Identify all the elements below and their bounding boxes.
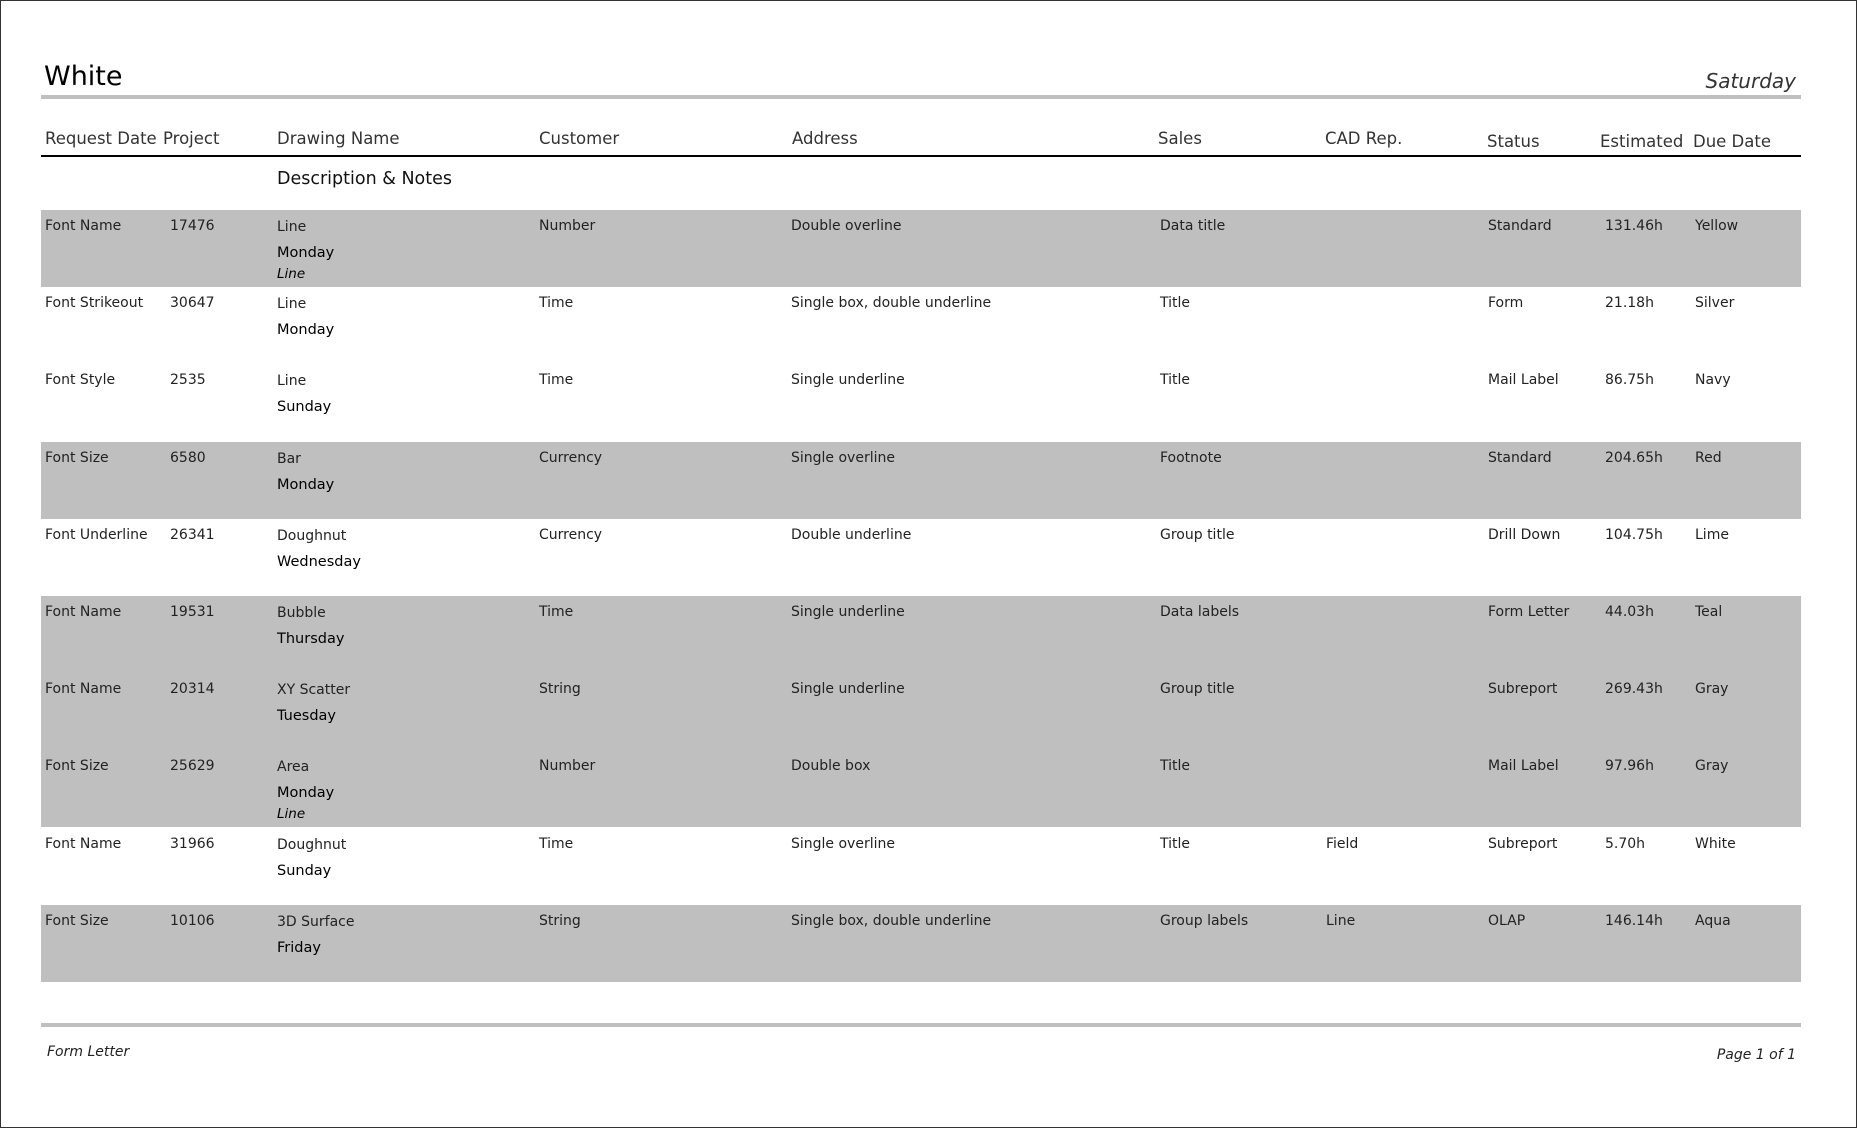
cell-request-date: Font Name <box>45 604 122 620</box>
cell-sales: Title <box>1160 372 1191 389</box>
cell-cad-rep: Line <box>1326 912 1356 929</box>
cell-cad-rep: Field <box>1326 835 1359 852</box>
footer-divider <box>41 1023 1801 1027</box>
report-day: Saturday <box>1705 69 1796 93</box>
table-row <box>41 442 1801 519</box>
cell-drawing: Bar <box>277 450 301 467</box>
column-header-status: Status <box>1487 132 1540 151</box>
cell-drawing: Line <box>277 373 307 390</box>
cell-project: 10106 <box>170 912 215 929</box>
cell-request-date: Font Size <box>45 449 109 466</box>
cell-estimated: 97.96h <box>1605 758 1654 775</box>
cell-project: 2535 <box>170 372 206 389</box>
cell-project: 26341 <box>170 526 215 543</box>
page-number: Page 1 of 1 <box>1716 1047 1796 1063</box>
cell-customer: Currency <box>539 526 603 543</box>
cell-weekday: Monday <box>277 785 335 802</box>
cell-status: Form <box>1488 295 1524 312</box>
cell-request-date: Font Size <box>45 912 109 929</box>
cell-weekday: Monday <box>277 476 335 493</box>
cell-address: Single underline <box>791 604 905 620</box>
cell-status: Drill Down <box>1488 526 1561 543</box>
table-row <box>41 828 1801 905</box>
cell-project: 30647 <box>170 295 215 312</box>
cell-status: OLAP <box>1488 912 1526 929</box>
footer-left: Form Letter <box>47 1044 130 1060</box>
cell-due: White <box>1695 835 1736 852</box>
table-row <box>41 210 1801 287</box>
table-row <box>41 905 1801 982</box>
cell-due: Gray <box>1695 681 1729 698</box>
description-notes-header: Description & Notes <box>277 169 452 189</box>
cell-drawing: Area <box>277 759 310 776</box>
cell-drawing: 3D Surface <box>277 913 355 930</box>
cell-customer: Number <box>539 758 596 775</box>
cell-estimated: 86.75h <box>1605 372 1654 389</box>
cell-estimated: 146.14h <box>1605 912 1663 929</box>
cell-sales: Group title <box>1160 681 1235 698</box>
cell-project: 6580 <box>170 449 206 466</box>
cell-due: Lime <box>1695 526 1729 543</box>
cell-estimated: 5.70h <box>1605 835 1646 852</box>
cell-request-date: Font Underline <box>45 526 148 543</box>
cell-due: Navy <box>1695 372 1731 389</box>
table-row <box>41 364 1801 441</box>
report-title: White <box>44 61 123 92</box>
cell-weekday: Monday <box>277 322 335 339</box>
cell-sales: Title <box>1160 835 1191 852</box>
cell-due: Yellow <box>1695 218 1739 234</box>
cell-drawing: Doughnut <box>277 836 347 853</box>
cell-status: Standard <box>1488 218 1552 234</box>
cell-estimated: 104.75h <box>1605 526 1663 543</box>
cell-request-date: Font Name <box>45 218 122 234</box>
cell-request-date: Font Strikeout <box>45 295 144 312</box>
column-header-address: Address <box>792 129 858 148</box>
table-row <box>41 287 1801 364</box>
cell-weekday: Tuesday <box>277 708 336 725</box>
cell-weekday: Friday <box>277 939 321 956</box>
cell-project: 17476 <box>170 218 215 234</box>
header-divider <box>41 155 1801 157</box>
cell-sales: Data labels <box>1160 604 1240 620</box>
cell-address: Single underline <box>791 681 905 698</box>
cell-request-date: Font Name <box>45 835 122 852</box>
column-header-request-date: Request Date <box>45 129 157 148</box>
column-header-sales: Sales <box>1158 129 1202 148</box>
cell-sales: Footnote <box>1160 449 1222 466</box>
cell-address: Single underline <box>791 372 905 389</box>
cell-note: Line <box>277 266 306 282</box>
cell-estimated: 269.43h <box>1605 681 1663 698</box>
column-header-due-date: Due Date <box>1693 132 1771 151</box>
cell-status: Standard <box>1488 449 1552 466</box>
cell-weekday: Sunday <box>277 399 332 416</box>
table-row <box>41 750 1801 827</box>
cell-customer: String <box>539 912 581 929</box>
cell-drawing: Line <box>277 296 307 313</box>
cell-due: Teal <box>1695 604 1723 620</box>
cell-status: Mail Label <box>1488 758 1559 775</box>
cell-drawing: Bubble <box>277 605 326 621</box>
cell-due: Aqua <box>1695 912 1731 929</box>
cell-customer: Number <box>539 218 596 234</box>
cell-weekday: Wednesday <box>277 553 361 570</box>
column-header-estimated: Estimated <box>1600 132 1684 151</box>
cell-estimated: 131.46h <box>1605 218 1663 234</box>
cell-address: Double box <box>791 758 871 775</box>
cell-address: Double underline <box>791 526 912 543</box>
cell-project: 19531 <box>170 604 215 620</box>
cell-weekday: Monday <box>277 245 335 261</box>
cell-due: Silver <box>1695 295 1735 312</box>
cell-project: 25629 <box>170 758 215 775</box>
cell-customer: String <box>539 681 581 698</box>
cell-estimated: 21.18h <box>1605 295 1654 312</box>
cell-estimated: 204.65h <box>1605 449 1663 466</box>
cell-request-date: Font Name <box>45 681 122 698</box>
cell-due: Red <box>1695 449 1722 466</box>
cell-drawing: Doughnut <box>277 527 347 544</box>
cell-customer: Time <box>539 295 574 312</box>
table-row <box>41 519 1801 596</box>
column-header-project: Project <box>163 129 220 148</box>
cell-address: Single box, double underline <box>791 295 992 312</box>
column-header-customer: Customer <box>539 129 620 148</box>
cell-status: Subreport <box>1488 835 1558 852</box>
cell-address: Single overline <box>791 449 895 466</box>
cell-sales: Title <box>1160 295 1191 312</box>
cell-sales: Group title <box>1160 526 1235 543</box>
cell-request-date: Font Size <box>45 758 109 775</box>
cell-due: Gray <box>1695 758 1729 775</box>
cell-request-date: Font Style <box>45 372 116 389</box>
cell-address: Single overline <box>791 835 895 852</box>
table-row <box>41 596 1801 673</box>
column-header-cad-rep: CAD Rep. <box>1325 129 1403 148</box>
column-header-drawing-name: Drawing Name <box>277 129 400 148</box>
cell-sales: Title <box>1160 758 1191 775</box>
cell-project: 20314 <box>170 681 215 698</box>
cell-status: Mail Label <box>1488 372 1559 389</box>
cell-customer: Time <box>539 604 574 620</box>
cell-status: Form Letter <box>1488 604 1570 620</box>
cell-customer: Time <box>539 835 574 852</box>
cell-drawing: Line <box>277 219 307 235</box>
cell-sales: Data title <box>1160 218 1226 234</box>
table-row <box>41 673 1801 750</box>
cell-drawing: XY Scatter <box>277 682 351 699</box>
cell-sales: Group labels <box>1160 912 1249 929</box>
cell-weekday: Thursday <box>277 631 345 647</box>
cell-address: Double overline <box>791 218 902 234</box>
cell-customer: Currency <box>539 449 603 466</box>
cell-customer: Time <box>539 372 574 389</box>
cell-address: Single box, double underline <box>791 912 992 929</box>
cell-note: Line <box>277 806 306 823</box>
cell-project: 31966 <box>170 835 215 852</box>
title-divider <box>41 95 1801 99</box>
cell-weekday: Sunday <box>277 862 332 879</box>
cell-estimated: 44.03h <box>1605 604 1654 620</box>
cell-status: Subreport <box>1488 681 1558 698</box>
